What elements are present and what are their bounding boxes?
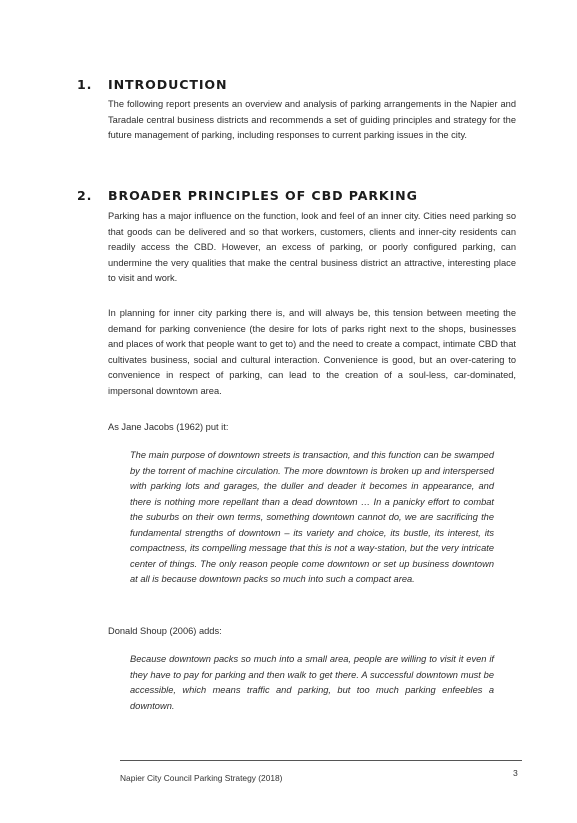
section-title: INTRODUCTION: [108, 77, 228, 92]
paragraph-shoup-intro: Donald Shoup (2006) adds:: [108, 626, 222, 636]
paragraph-introduction: The following report presents an overview and analysis of parking arrangements in the Napier and Taradale central business districts and recommends a set of guiding principles and strategy for the future management of parking, including responses to current parking issues in the city.: [108, 99, 516, 140]
section-heading-introduction: [77, 77, 227, 92]
paragraph-jacobs-intro: As Jane Jacobs (1962) put it:: [108, 422, 229, 432]
paragraph-parking-influence: Parking has a major influence on the function, look and feel of an inner city. Cities need parking so that goods can be delivered and so that workers, customers, clients and inner-city residents can readily access the CBD. However, an excess of parking, or poorly configured parking, can undermine the very qualities that make the central business district an attractive, interesting place to visit and work.: [108, 211, 516, 283]
quote-donald-shoup: Because downtown packs so much into a small area, people are willing to visit it even if they have to pay for parking and then walk to get there. A successful downtown must be accessible, which means traffic and parking, but too much parking enfeebles a downtown.: [130, 654, 494, 711]
section-number: 2.: [77, 188, 93, 203]
section-title: BROADER PRINCIPLES OF CBD PARKING: [108, 188, 418, 203]
paragraph-planning-tension: In planning for inner city parking there is, and will always be, this tension between meeting the demand for parking convenience (the desire for lots of parks right next to the shops, businesses and places of work that people want to get to) and the need to create a compact, intimate CBD that cultivates business, social and cultural interaction. Convenience is good, but an over-catering to convenience in respect of parking, can lead to the creation of a soul-less, car-dominated, impersonal downtown area.: [108, 308, 516, 396]
footer-divider: [120, 760, 522, 761]
footer-title: Napier City Council Parking Strategy (2018): [120, 773, 283, 783]
section-heading-broader-principles: [77, 188, 418, 203]
page-number: 3: [513, 768, 518, 778]
section-number: 1.: [77, 77, 93, 92]
quote-jane-jacobs: The main purpose of downtown streets is transaction, and this function can be swamped by the torrent of machine circulation. The more downtown is broken up and interspersed with parking lots and garages, the duller and deader it becomes in appearance, and there is nothing more repellant than a dead downtown … In a panicky effort to combat the suburbs on their own terms, something downtown cannot do, we are sacrificing the fundamental strengths of downtown – its variety and choice, its bustle, its interest, its compactness, its compelling message that this is not a way-station, but the very intricate center of things. The only reason people come downtown or set up business downtown at all is because downtown packs so much into such a compact area.: [130, 450, 494, 584]
